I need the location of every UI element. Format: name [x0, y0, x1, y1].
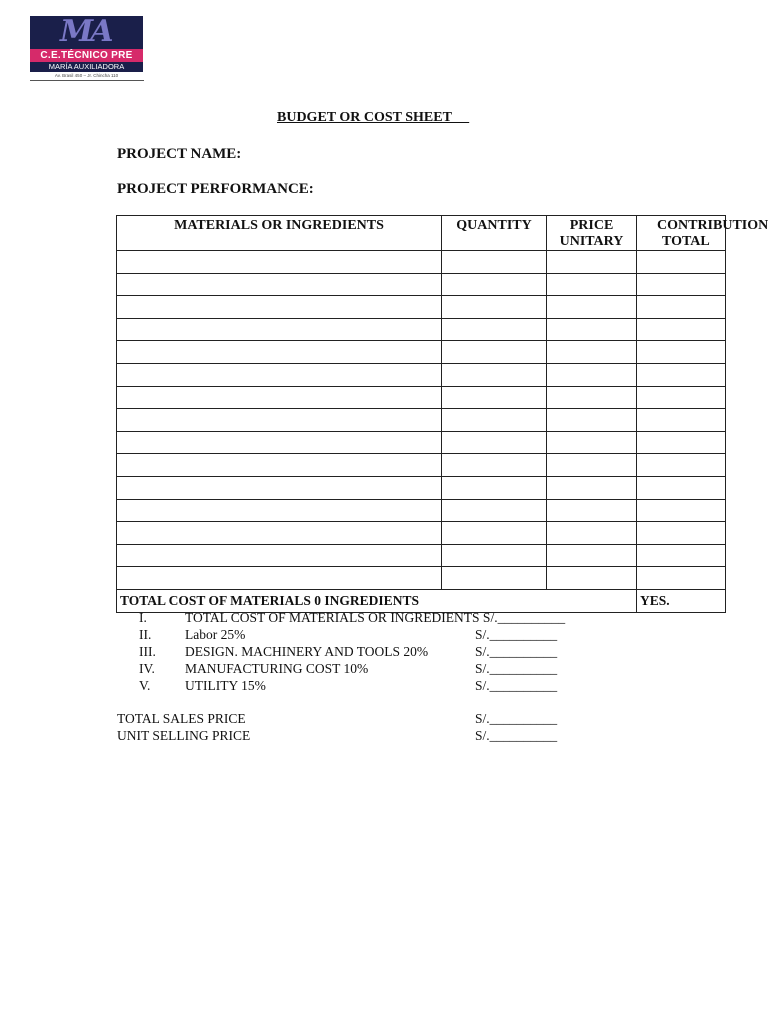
table-body [117, 251, 726, 590]
quantity-cell[interactable] [442, 386, 547, 409]
summary-label: TOTAL COST OF MATERIALS OR INGREDIENTS S/.__________ [185, 610, 566, 625]
table-row [117, 409, 726, 432]
table-row [117, 544, 726, 567]
logo-divider [30, 80, 144, 81]
material-cell[interactable] [117, 544, 442, 567]
logo-address: Av. Brasil 450 – Jr. Chincha 110 [54, 73, 119, 78]
quantity-cell[interactable] [442, 431, 547, 454]
summary-label: UTILITY 15% [185, 678, 266, 693]
total-row [117, 589, 726, 612]
quantity-cell[interactable] [442, 251, 547, 274]
quantity-cell[interactable] [442, 544, 547, 567]
quantity-cell[interactable] [442, 341, 547, 364]
contribution-cell[interactable] [637, 318, 726, 341]
unit-price-cell[interactable] [547, 273, 637, 296]
contribution-cell[interactable] [637, 567, 726, 590]
quantity-cell[interactable] [442, 318, 547, 341]
unit-price-cell[interactable] [547, 476, 637, 499]
summary-label: DESIGN. MACHINERY AND TOOLS 20% [185, 644, 429, 659]
logo-monogram: MA [60, 14, 111, 49]
contribution-cell[interactable] [637, 273, 726, 296]
unit-price-cell[interactable] [547, 363, 637, 386]
school-logo [30, 16, 144, 84]
summary-amount[interactable]: S/.__________ [475, 644, 558, 659]
material-cell[interactable] [117, 431, 442, 454]
table-row [117, 522, 726, 545]
project-performance-label: PROJECT PERFORMANCE: [117, 181, 314, 197]
contribution-cell[interactable] [637, 499, 726, 522]
unit-selling-price-label: UNIT SELLING PRICE [117, 728, 251, 743]
unit-price-cell[interactable] [547, 409, 637, 432]
unit-price-cell[interactable] [547, 522, 637, 545]
contribution-cell[interactable] [637, 341, 726, 364]
header-unit-price [547, 216, 637, 251]
header-contribution-line2: TOTAL [662, 234, 710, 249]
summary-numeral: III. [139, 644, 156, 659]
quantity-cell[interactable] [442, 499, 547, 522]
quantity-cell[interactable] [442, 567, 547, 590]
material-cell[interactable] [117, 296, 442, 319]
material-cell[interactable] [117, 409, 442, 432]
material-cell[interactable] [117, 363, 442, 386]
unit-price-cell[interactable] [547, 499, 637, 522]
material-cell[interactable] [117, 341, 442, 364]
summary-amount[interactable]: S/.__________ [475, 661, 558, 676]
table-row [117, 386, 726, 409]
material-cell[interactable] [117, 251, 442, 274]
contribution-cell[interactable] [637, 431, 726, 454]
summary-numeral: V. [139, 678, 151, 693]
total-cost-label: TOTAL COST OF MATERIALS 0 INGREDIENTS [117, 589, 637, 612]
summary-label: Labor 25% [185, 627, 246, 642]
quantity-cell[interactable] [442, 363, 547, 386]
header-quantity: QUANTITY [442, 216, 547, 251]
table-row [117, 251, 726, 274]
unit-price-cell[interactable] [547, 454, 637, 477]
table-row [117, 476, 726, 499]
logo-band: C.E.TÉCNICO PRE [30, 49, 143, 62]
cost-table [116, 215, 768, 613]
header-materials: MATERIALS OR INGREDIENTS [117, 216, 442, 251]
header-price-line2: UNITARY [559, 234, 624, 249]
summary-numeral: IV. [139, 661, 155, 676]
contribution-cell[interactable] [637, 454, 726, 477]
unit-selling-price-amount[interactable]: S/.__________ [475, 728, 558, 743]
quantity-cell[interactable] [442, 296, 547, 319]
table-row [117, 273, 726, 296]
table-header-row [117, 216, 726, 251]
summary-amount[interactable]: S/.__________ [475, 627, 558, 642]
unit-price-cell[interactable] [547, 318, 637, 341]
table-row [117, 318, 726, 341]
quantity-cell[interactable] [442, 273, 547, 296]
header-contribution [637, 216, 768, 251]
material-cell[interactable] [117, 567, 442, 590]
contribution-cell[interactable] [637, 251, 726, 274]
quantity-cell[interactable] [442, 454, 547, 477]
summary-label: MANUFACTURING COST 10% [185, 661, 369, 676]
table-row [117, 454, 726, 477]
quantity-cell[interactable] [442, 522, 547, 545]
total-sales-price-amount[interactable]: S/.__________ [475, 711, 558, 726]
logo-emblem [30, 16, 143, 49]
material-cell[interactable] [117, 499, 442, 522]
material-cell[interactable] [117, 476, 442, 499]
contribution-cell[interactable] [637, 544, 726, 567]
quantity-cell[interactable] [442, 476, 547, 499]
unit-price-cell[interactable] [547, 251, 637, 274]
contribution-cell[interactable] [637, 363, 726, 386]
unit-price-cell[interactable] [547, 296, 637, 319]
unit-price-cell[interactable] [547, 341, 637, 364]
material-cell[interactable] [117, 454, 442, 477]
contribution-cell[interactable] [637, 296, 726, 319]
total-sales-price-label: TOTAL SALES PRICE [117, 711, 246, 726]
summary-amount[interactable]: S/.__________ [475, 678, 558, 693]
total-cost-value: YES. [637, 589, 726, 612]
contribution-cell[interactable] [637, 522, 726, 545]
material-cell[interactable] [117, 273, 442, 296]
table-row [117, 431, 726, 454]
table-row [117, 567, 726, 590]
unit-price-cell[interactable] [547, 431, 637, 454]
unit-price-cell[interactable] [547, 544, 637, 567]
header-contribution-line1: CONTRIBUTION [657, 218, 768, 233]
unit-price-cell[interactable] [547, 386, 637, 409]
contribution-cell[interactable] [637, 386, 726, 409]
material-cell[interactable] [117, 386, 442, 409]
contribution-cell[interactable] [637, 409, 726, 432]
contribution-cell[interactable] [637, 476, 726, 499]
table-row [117, 499, 726, 522]
material-cell[interactable] [117, 522, 442, 545]
table-row [117, 363, 726, 386]
table-row [117, 341, 726, 364]
table-row [117, 296, 726, 319]
document-title: BUDGET OR COST SHEET [277, 110, 470, 125]
summary-numeral: I. [139, 610, 147, 625]
quantity-cell[interactable] [442, 409, 547, 432]
material-cell[interactable] [117, 318, 442, 341]
unit-price-cell[interactable] [547, 567, 637, 590]
header-price-line1: PRICE [569, 218, 614, 233]
summary-numeral: II. [139, 627, 152, 642]
logo-school-name: MARÍA AUXILIADORA [30, 62, 143, 72]
project-name-label: PROJECT NAME: [117, 146, 242, 162]
